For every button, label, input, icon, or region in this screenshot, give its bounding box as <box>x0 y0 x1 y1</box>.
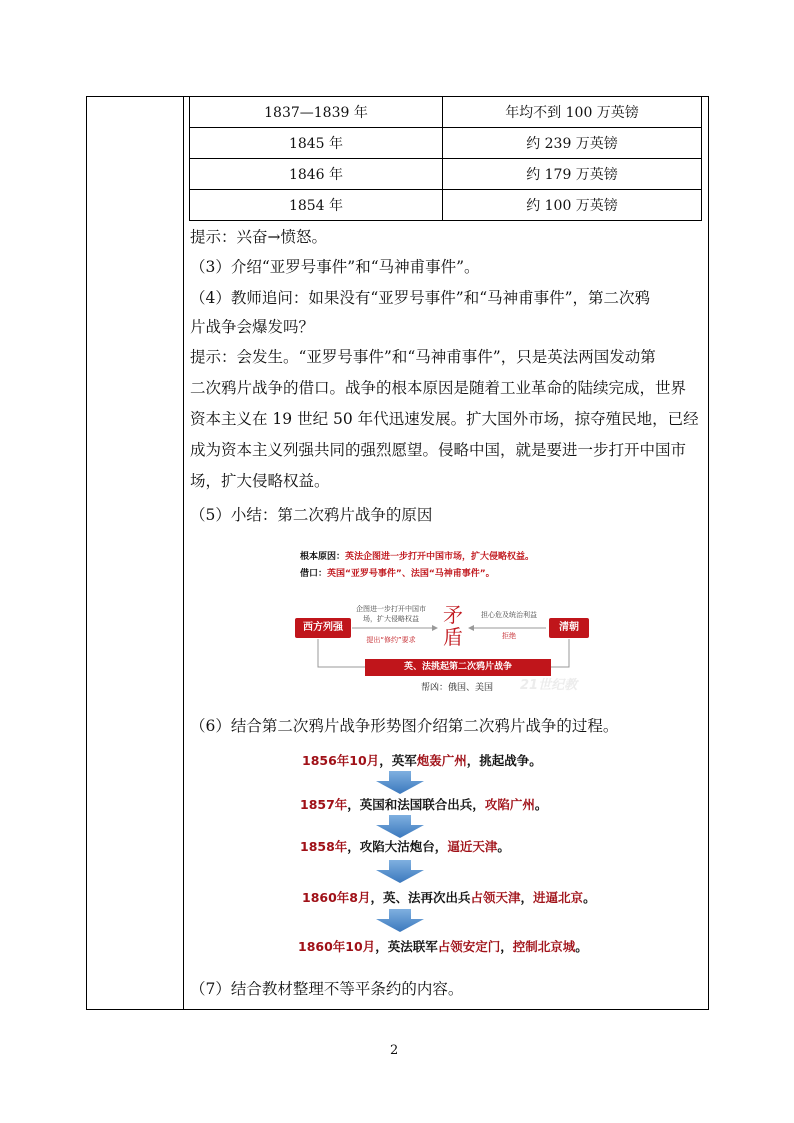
war-banner: 英、法挑起第二次鸦片战争 <box>365 659 551 676</box>
west-demand: 提出“修约”要求 <box>366 636 416 644</box>
war-connector-right <box>551 639 569 667</box>
war-connector-left <box>318 639 365 667</box>
hint-line3: 资本主义在 19 世纪 50 年代迅速发展。扩大国外市场，掠夺殖民地，已经 <box>190 410 699 428</box>
helpers: 帮凶：俄国、美国 <box>421 683 494 693</box>
table-row <box>190 190 702 221</box>
flow-text: 。 <box>575 939 588 954</box>
flow-date: 1856年10月 <box>302 753 380 768</box>
flow-text: ，英国和法国联合出兵， <box>347 797 485 812</box>
step-7: （7）结合教材整理不等平条约的内容。 <box>190 980 464 998</box>
flow-text: ，英、法再次出兵 <box>370 890 471 905</box>
hint-excitement: 提示：兴奋→愤怒。 <box>190 228 327 246</box>
table-cell: 年均不到 100 万英镑 <box>443 97 702 128</box>
step-5: （5）小结：第二次鸦片战争的原因 <box>190 506 433 524</box>
contradiction-char-2: 盾 <box>443 625 463 649</box>
flow-text: ，攻陷大沽炮台， <box>347 839 448 854</box>
west-goal: 企图进一步打开中国市场，扩大侵略权益 <box>356 605 426 623</box>
flow-step <box>302 888 596 906</box>
watermark: 21世纪教 <box>520 678 578 693</box>
down-arrow-icon <box>374 815 426 839</box>
hint-line5: 场，扩大侵略权益。 <box>190 472 330 490</box>
hint-line2: 二次鸦片战争的借口。战争的根本原因是随着工业革命的陆续完成，世界 <box>190 379 687 397</box>
pretext-text: 英国“亚罗号事件”、法国“马神甫事件”。 <box>327 569 495 579</box>
table-cell: 约 100 万英镑 <box>443 190 702 221</box>
flow-step <box>302 751 542 769</box>
revenue-table <box>189 96 702 221</box>
flow-date: 1858年 <box>300 839 348 854</box>
flow-highlight: 控制北京城 <box>512 939 576 954</box>
flow-step <box>300 795 547 813</box>
pretext-label: 借口： <box>300 569 328 579</box>
flow-text: 。 <box>534 797 548 812</box>
table-row <box>190 128 702 159</box>
flow-text: ，英军 <box>379 753 417 768</box>
table-cell: 约 239 万英镑 <box>443 128 702 159</box>
table-cell: 1837—1839 年 <box>190 97 443 128</box>
flow-highlight: 炮轰广州 <box>416 753 467 768</box>
flow-date: 1860年10月 <box>298 939 376 954</box>
qing-refuse: 拒绝 <box>502 632 516 640</box>
west-powers-box: 西方列强 <box>295 618 351 638</box>
flow-date: 1860年8月 <box>302 890 371 905</box>
flow-text: ， <box>500 939 513 954</box>
column-divider <box>183 97 184 1009</box>
flow-text: ，挑起战争。 <box>466 753 542 768</box>
flow-step <box>300 837 510 855</box>
cause-diagram <box>290 546 590 696</box>
flow-highlight: 逼近天津 <box>447 839 498 854</box>
hint-line4: 成为资本主义列强共同的强烈愿望。侵略中国，就是要进一步打开中国市 <box>190 441 687 459</box>
flow-date: 1857年 <box>300 797 348 812</box>
contradiction-char-1: 矛 <box>443 603 463 627</box>
flow-text: 。 <box>583 890 596 905</box>
step-3: （3）介绍“亚罗号事件”和“马神甫事件”。 <box>190 258 480 276</box>
qing-worry: 担心危及统治利益 <box>481 611 537 619</box>
step-4-line1: （4）教师追问：如果没有“亚罗号事件”和“马神甫事件”，第二次鸦 <box>190 289 651 307</box>
table-cell: 1846 年 <box>190 159 443 190</box>
step-4-line2: 片战争会爆发吗？ <box>190 318 315 336</box>
flow-highlight: 进逼北京 <box>533 890 584 905</box>
flow-highlight: 占领天津 <box>470 890 521 905</box>
qing-box: 清朝 <box>549 618 589 638</box>
flow-highlight: 占领安定门 <box>437 939 501 954</box>
qing-arrowhead <box>468 625 474 631</box>
war-process-flow <box>290 745 630 965</box>
flow-text: 。 <box>497 839 510 854</box>
flow-text: ， <box>520 890 534 905</box>
down-arrow-icon <box>374 771 426 795</box>
root-cause-label: 根本原因： <box>300 552 346 562</box>
down-arrow-icon <box>374 860 426 884</box>
flow-step <box>298 937 588 955</box>
table-cell: 1854 年 <box>190 190 443 221</box>
table-cell: 约 179 万英镑 <box>443 159 702 190</box>
table-row <box>190 97 702 128</box>
root-cause-text: 英法企图进一步打开中国市场，扩大侵略权益。 <box>345 552 535 562</box>
flow-text: ，英法联军 <box>375 939 438 954</box>
step-6: （6）结合第二次鸦片战争形势图介绍第二次鸦片战争的过程。 <box>190 717 619 735</box>
down-arrow-icon <box>374 909 426 933</box>
west-arrowhead <box>432 625 438 631</box>
flow-highlight: 攻陷广州 <box>484 797 535 812</box>
page-number: 2 <box>390 1043 399 1058</box>
hint-line1: 提示：会发生。“亚罗号事件”和“马神甫事件”，只是英法两国发动第 <box>190 348 656 366</box>
table-cell: 1845 年 <box>190 128 443 159</box>
table-row <box>190 159 702 190</box>
